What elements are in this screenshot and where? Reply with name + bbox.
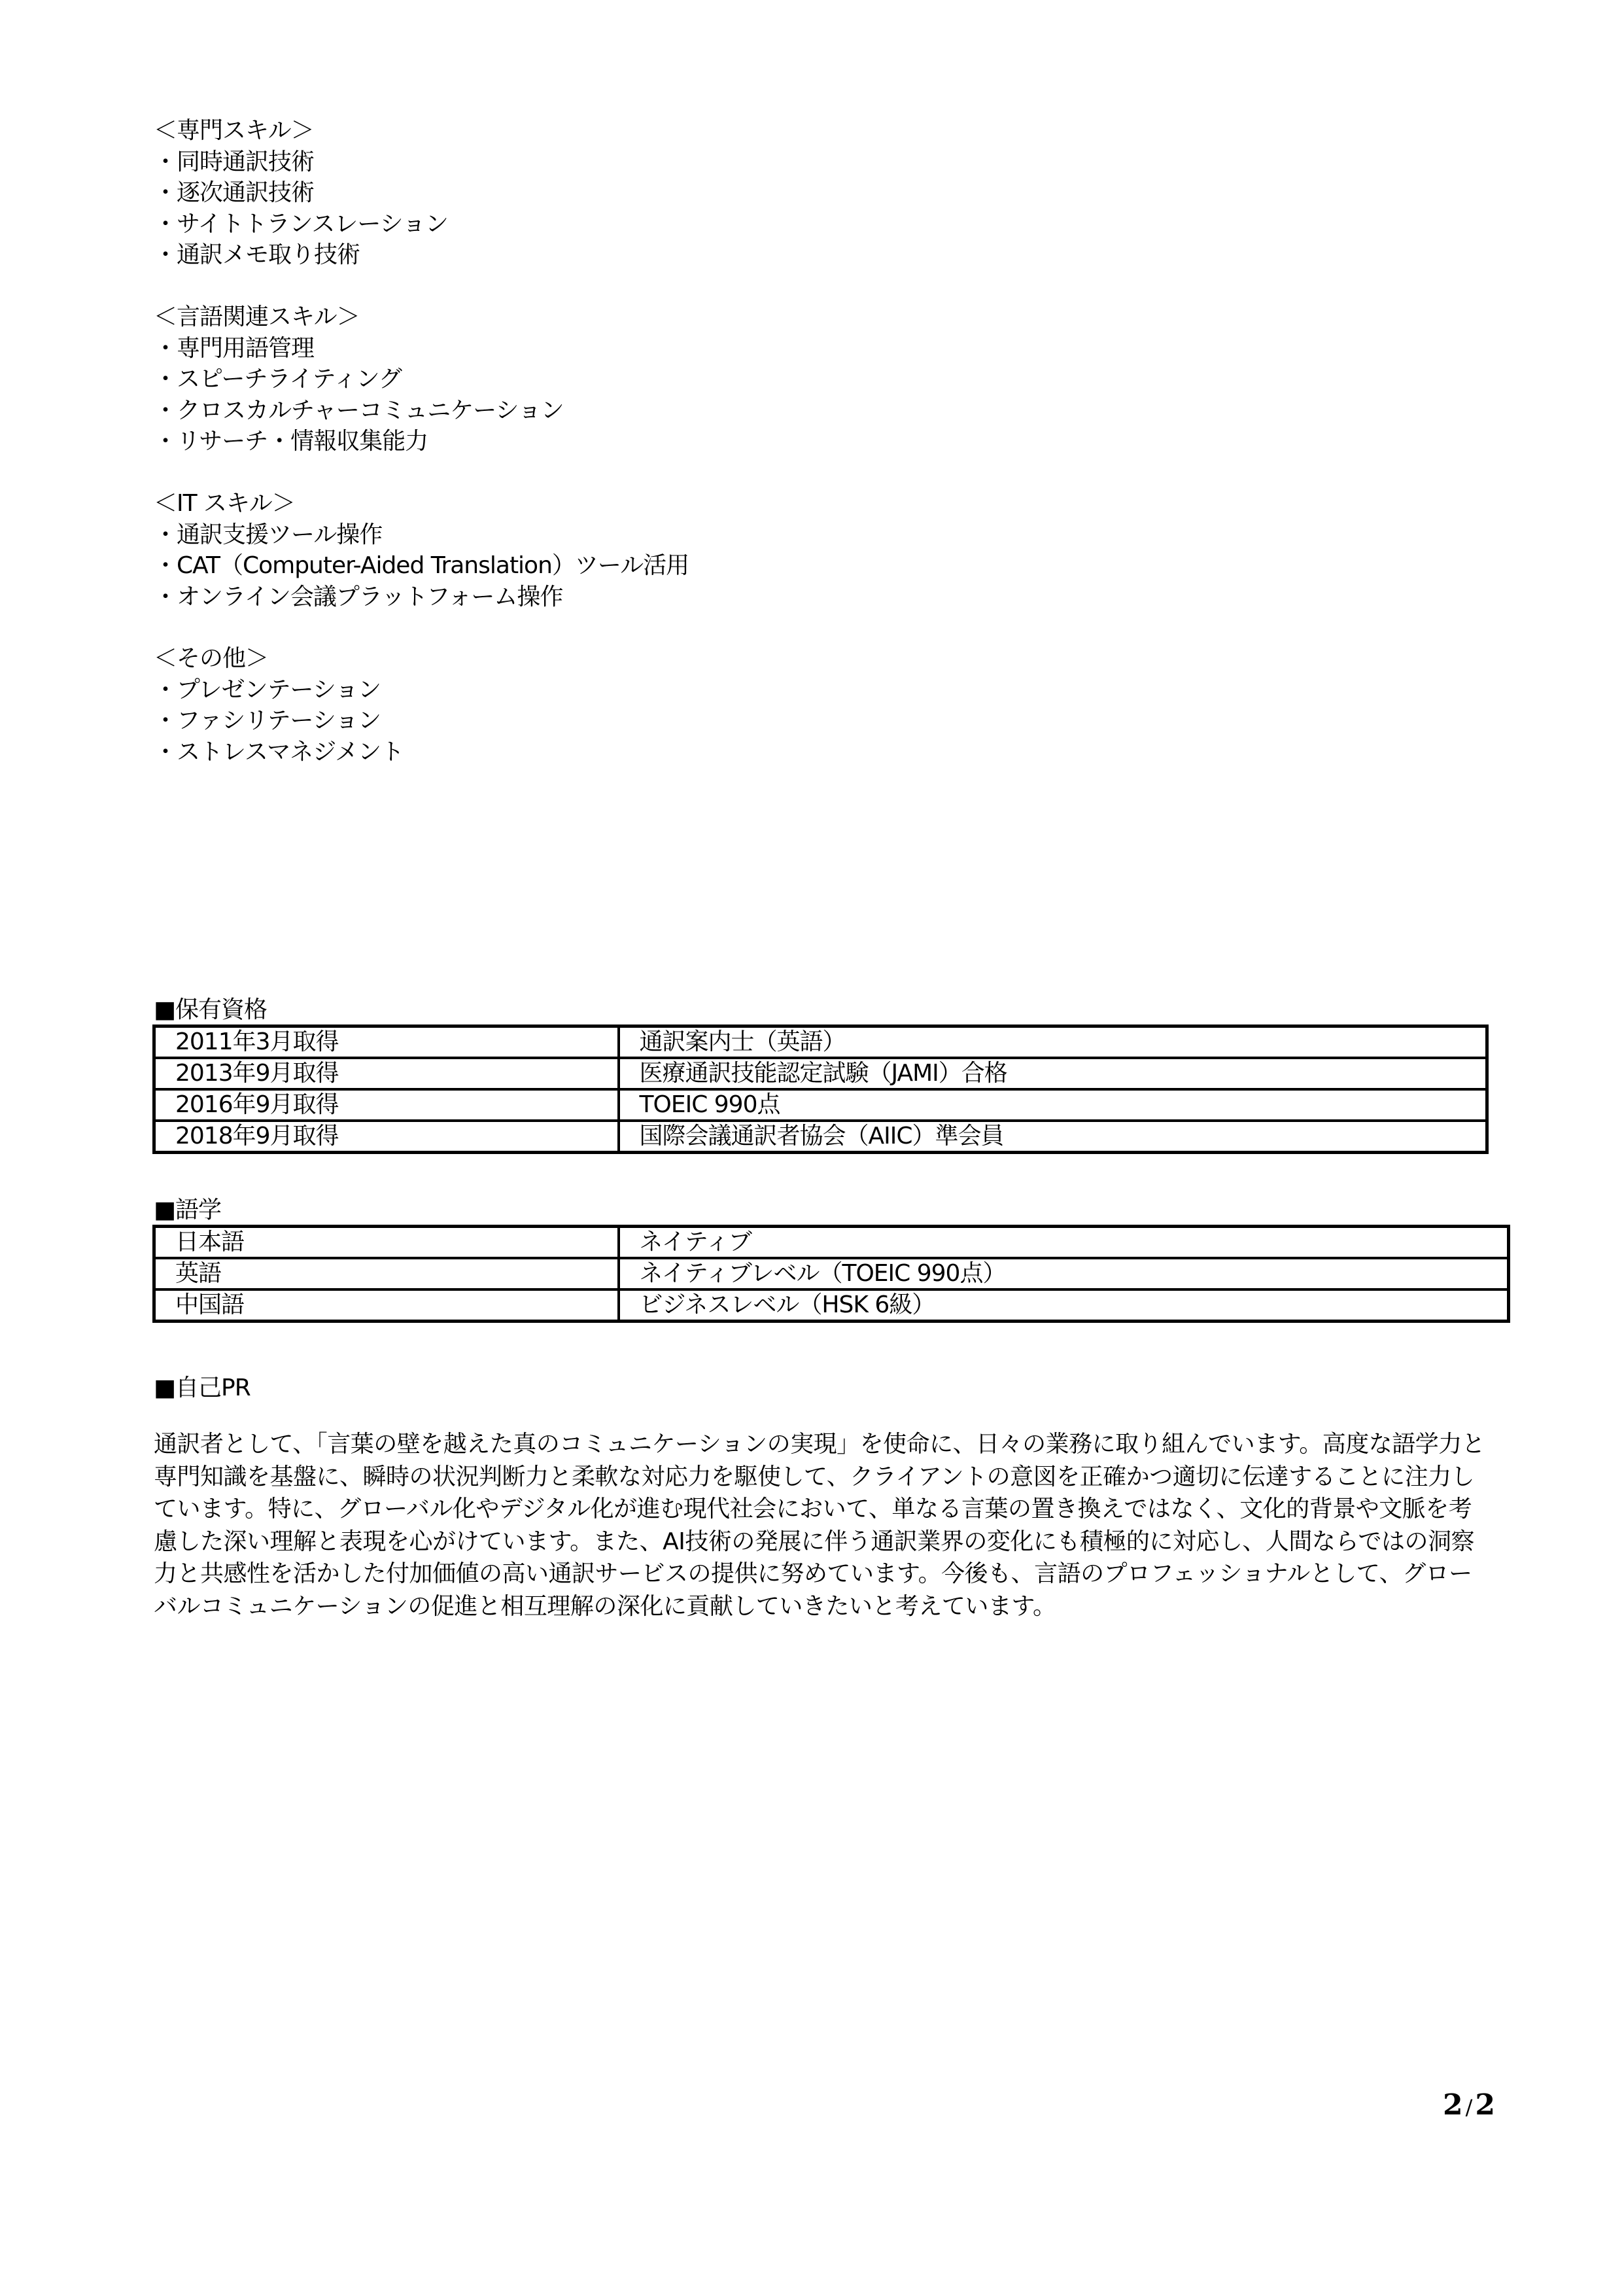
- list-item: ・プレゼンテーション: [154, 676, 381, 703]
- list-item: ・同時通訳技術: [154, 148, 315, 175]
- cert-date: 2018年9月取得: [154, 1121, 619, 1153]
- section-heading: ＜IT スキル＞: [154, 490, 295, 517]
- list-item: ・サイトトランスレーション: [154, 210, 448, 237]
- list-item: ・ファシリテーション: [154, 707, 381, 734]
- language-name: 英語: [154, 1258, 619, 1289]
- cert-name: 通訳案内士（英語）: [619, 1026, 1487, 1059]
- cert-date: 2013年9月取得: [154, 1058, 619, 1089]
- self-pr-heading: ■自己PR: [154, 1375, 251, 1401]
- table-row: [154, 1227, 1509, 1259]
- language-level: ビジネスレベル（HSK 6級）: [619, 1289, 1509, 1322]
- list-item: ・スピーチライティング: [154, 366, 402, 393]
- language-name: 日本語: [154, 1227, 619, 1259]
- certifications-heading: ■保有資格: [154, 996, 268, 1023]
- cert-name: 医療通訳技能認定試験（JAMI）合格: [619, 1058, 1487, 1089]
- list-item: ・通訳メモ取り技術: [154, 241, 360, 268]
- language-level: ネイティブ: [619, 1227, 1509, 1259]
- skills-specialized-section: [154, 115, 448, 271]
- list-item: ・オンライン会議プラットフォーム操作: [154, 583, 563, 610]
- language-name: 中国語: [154, 1289, 619, 1322]
- section-heading: ＜専門スキル＞: [154, 117, 314, 144]
- section-heading: ＜言語関連スキル＞: [154, 304, 360, 330]
- list-item: ・CAT（Computer-Aided Translation）ツール活用: [154, 552, 689, 579]
- section-heading: ＜その他＞: [154, 645, 269, 672]
- table-row: [154, 1258, 1509, 1289]
- table-row: [154, 1089, 1487, 1121]
- self-pr-body: 通訳者として、「言葉の壁を越えた真のコミュニケーションの実現」を使命に、日々の業務に取り組んでいます。高度な語学力と専門知識を基盤に、瞬時の状況判断力と柔軟な対応力を駆使して、クライアントの意図を正確かつ適切に伝達することに注力しています。特に、グローバル化やデジタル化が進む現代社会において、単なる言葉の置き換えではなく、文化的背景や文脈を考慮した深い理解と表現を心がけています。また、AI技術の発展に伴う通訳業界の変化にも積極的に対応し、人間ならではの洞察力と共感性を活かした付加価値の高い通訳サービスの提供に努めています。今後も、言語のプロフェッショナルとして、グローバルコミュニケーションの促進と相互理解の深化に貢献していきたいと考えています。: [154, 1431, 1485, 1620]
- list-item: ・通訳支援ツール操作: [154, 521, 383, 548]
- skills-other-section: [154, 643, 404, 767]
- languages-heading: ■語学: [154, 1197, 222, 1223]
- languages-table: [152, 1225, 1510, 1323]
- page-number: [1443, 2088, 1495, 2122]
- list-item: ・ストレスマネジメント: [154, 738, 404, 765]
- list-item: ・逐次通訳技術: [154, 179, 315, 206]
- cert-date: 2016年9月取得: [154, 1089, 619, 1121]
- page-separator: /: [1465, 2095, 1473, 2120]
- cert-name: 国際会議通訳者協会（AIIC）準会員: [619, 1121, 1487, 1153]
- table-row: [154, 1026, 1487, 1059]
- cert-name: TOEIC 990点: [619, 1089, 1487, 1121]
- cert-date: 2011年3月取得: [154, 1026, 619, 1059]
- list-item: ・リサーチ・情報収集能力: [154, 428, 428, 455]
- list-item: ・専門用語管理: [154, 334, 315, 362]
- table-row: [154, 1121, 1487, 1153]
- certifications-table: [152, 1025, 1489, 1154]
- skills-it-section: [154, 488, 689, 612]
- language-level: ネイティブレベル（TOEIC 990点）: [619, 1258, 1509, 1289]
- skills-language-section: [154, 302, 564, 457]
- list-item: ・クロスカルチャーコミュニケーション: [154, 396, 564, 424]
- page-total: 2: [1475, 2088, 1496, 2122]
- table-row: [154, 1058, 1487, 1089]
- page-current: 2: [1443, 2088, 1463, 2122]
- table-row: [154, 1289, 1509, 1322]
